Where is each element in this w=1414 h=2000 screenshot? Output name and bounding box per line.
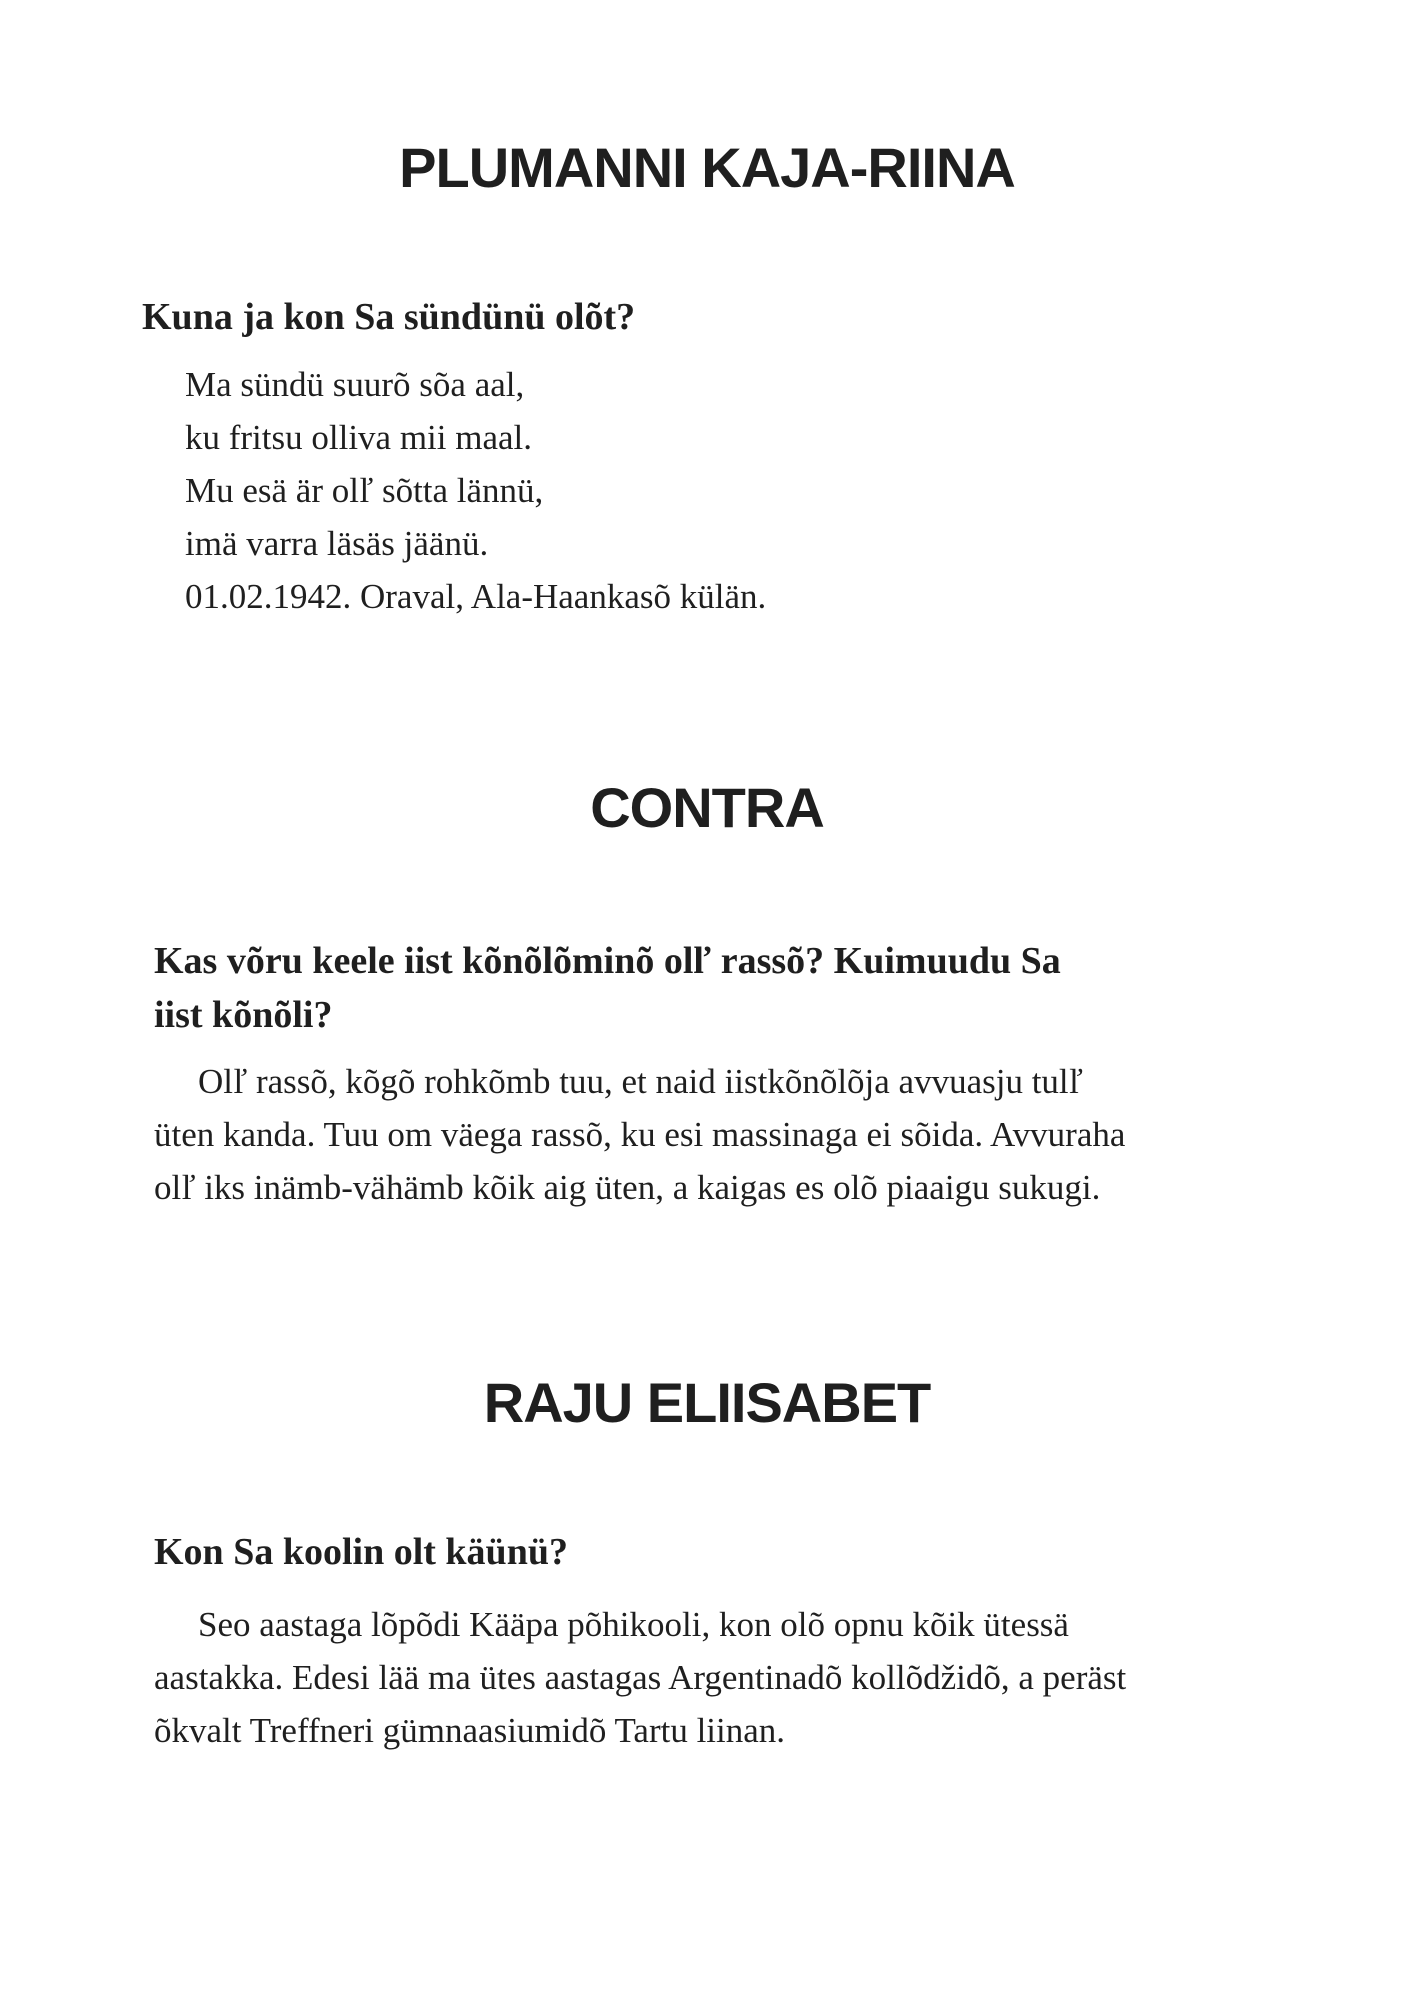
section-heading-contra: CONTRA [590, 776, 824, 839]
poem-line: ku fritsu olliva mii maal. [185, 418, 533, 457]
answer-line: aastakka. Edesi lää ma ütes aastagas Argentinadõ kollõdžidõ, a peräst [154, 1658, 1127, 1697]
question-school: Kon Sa koolin olt käünü? [154, 1531, 568, 1573]
answer-line: olľ iks inämb-vähämb kõik aig üten, a kaigas es olõ piaaigu sukugi. [154, 1168, 1101, 1207]
answer-line: Olľ rassõ, kõgõ rohkõmb tuu, et naid iistkõnõlõja avvuasju tulľ [198, 1062, 1083, 1101]
poem-line: imä varra läsäs jäänü. [185, 524, 489, 563]
question-language [154, 934, 1061, 1042]
poem-line: Mu esä är olľ sõtta lännü, [185, 471, 544, 510]
answer-line: üten kanda. Tuu om väega rassõ, ku esi massinaga ei sõida. Avvuraha [154, 1115, 1126, 1154]
section-heading-plumanni: PLUMANNI KAJA-RIINA [399, 136, 1015, 199]
answer-language [154, 1055, 1125, 1214]
section-heading-raju: RAJU ELIISABET [483, 1371, 931, 1434]
answer-line: õkvalt Treffneri gümnaasiumidõ Tartu liinan. [154, 1711, 786, 1750]
poem-line: 01.02.1942. Oraval, Ala-Haankasõ külän. [185, 577, 767, 616]
answer-school [154, 1598, 1126, 1757]
answer-line: Seo aastaga lõpõdi Kääpa põhikooli, kon olõ opnu kõik ütessä [198, 1605, 1069, 1644]
question-birth: Kuna ja kon Sa sündünü olõt? [142, 296, 636, 338]
poem-line: Ma sündü suurõ sõa aal, [185, 365, 525, 404]
question-line: Kas võru keele iist kõnõlõminõ olľ rassõ? Kuimuudu Sa [154, 940, 1061, 982]
poem-answer [185, 358, 766, 623]
question-line: iist kõnõli? [154, 994, 333, 1036]
